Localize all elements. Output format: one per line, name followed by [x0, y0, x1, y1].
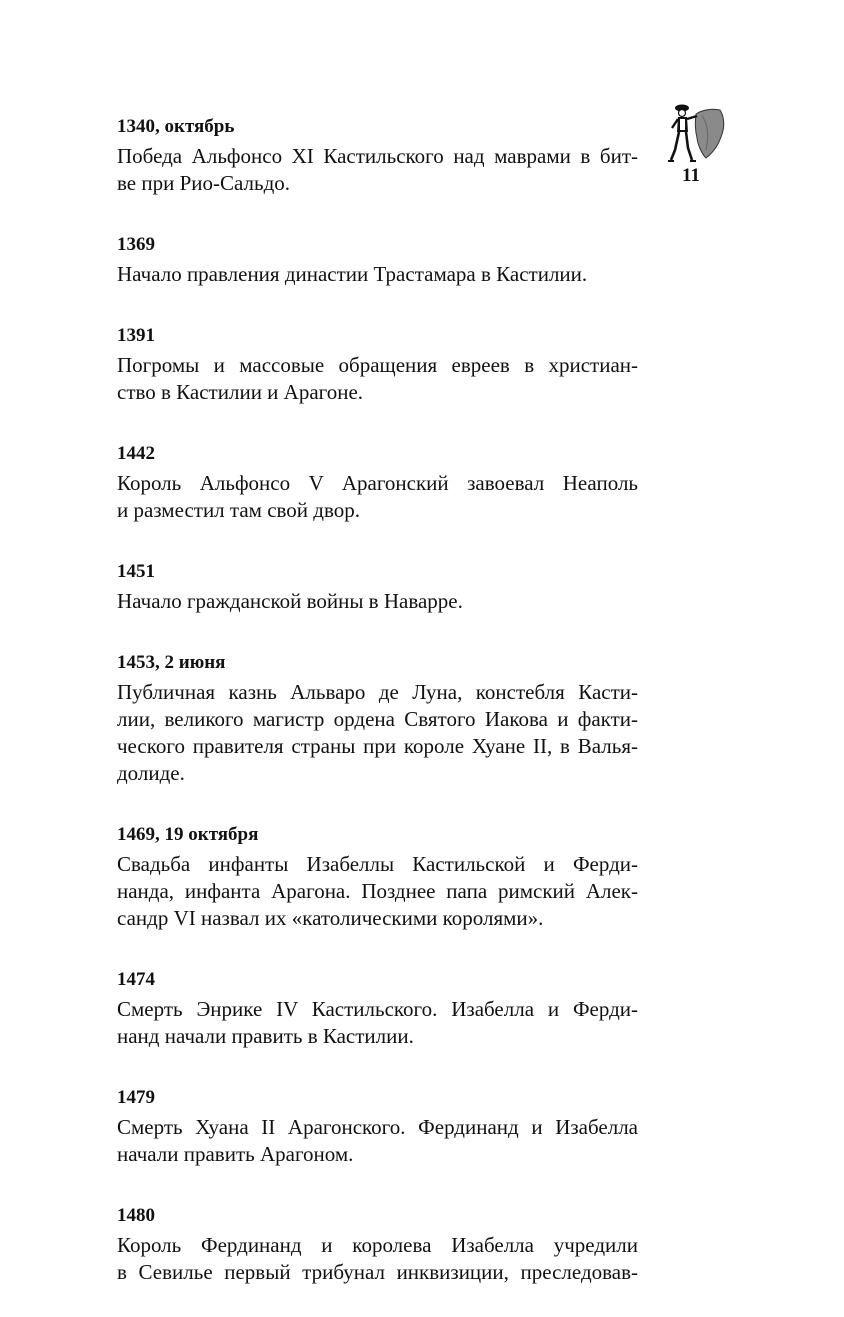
chronology-entry	[117, 555, 638, 615]
entry-text-line: ве при Рио-Сальдо.	[117, 171, 291, 195]
entry-text-line: начали править Арагоном.	[117, 1142, 354, 1166]
entry-date: 1469, 19 октября	[117, 824, 259, 845]
entry-text-line: сандр VI назвал их «католическими королями».	[117, 906, 544, 930]
chronology-entry	[117, 963, 638, 1050]
entry-text-line: в Севилье первый трибунал инквизиции, преследовав-	[117, 1260, 638, 1284]
entry-text-line: Король Альфонсо V Арагонский завоевал Неаполь	[117, 471, 638, 495]
entry-date: 1391	[117, 325, 155, 346]
chronology-entry	[117, 437, 638, 524]
chronology-entry	[117, 1199, 638, 1286]
entry-text-line: ческого правителя страны при короле Хуане II, в Валья-	[117, 734, 638, 758]
entry-text-line: долиде.	[117, 761, 185, 785]
matador-icon	[662, 100, 728, 164]
entry-text-line: Погромы и массовые обращения евреев в христиан-	[117, 353, 638, 377]
entry-text-line: ство в Кастилии и Арагоне.	[117, 380, 364, 404]
entry-date: 1479	[117, 1087, 155, 1108]
chronology-entry	[117, 818, 638, 932]
entry-date: 1453, 2 июня	[117, 652, 226, 673]
entry-date: 1474	[117, 969, 155, 990]
entry-text-line: Король Фердинанд и королева Изабелла учредили	[117, 1233, 638, 1257]
entry-text-line: Публичная казнь Альваро де Луна, констебля Касти-	[117, 680, 638, 704]
entry-date: 1442	[117, 443, 155, 464]
chronology-entry	[117, 646, 638, 787]
entry-text-line: Начало правления династии Трастамара в Кастилии.	[117, 262, 588, 286]
entry-date: 1480	[117, 1205, 155, 1226]
entry-text-line: Победа Альфонсо XI Кастильского над маврами в бит-	[117, 144, 638, 168]
entry-date: 1369	[117, 234, 155, 255]
chronology-entry	[117, 110, 638, 197]
entry-date: 1340, октябрь	[117, 116, 235, 137]
chronology-entry	[117, 228, 638, 288]
chronology-entry	[117, 319, 638, 406]
entry-date: 1451	[117, 561, 155, 582]
entry-text-line: Смерть Энрике IV Кастильского. Изабелла и Ферди-	[117, 997, 638, 1021]
entry-text-line: нанда, инфанта Арагона. Позднее папа римский Алек-	[117, 879, 638, 903]
entry-text-line: Смерть Хуана II Арагонского. Фердинанд и Изабелла	[117, 1115, 638, 1139]
entry-text-line: и разместил там свой двор.	[117, 498, 360, 522]
entry-text-line: Начало гражданской войны в Наварре.	[117, 589, 463, 613]
entry-text-line: нанд начали править в Кастилии.	[117, 1024, 414, 1048]
chronology-entry	[117, 1081, 638, 1168]
entry-text-line: лии, великого магистр ордена Святого Иакова и факти-	[117, 707, 638, 731]
chronology-list	[117, 110, 638, 1317]
page-corner	[660, 100, 732, 194]
entry-text-line: Свадьба инфанты Изабеллы Кастильской и Ферди-	[117, 852, 638, 876]
page-number: 11	[682, 165, 700, 186]
